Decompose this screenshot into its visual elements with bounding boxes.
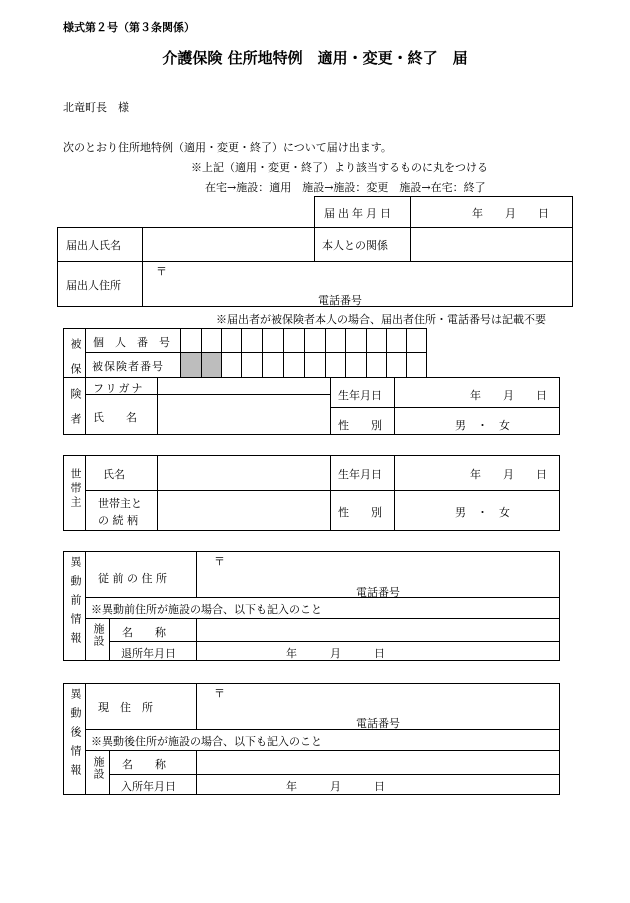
submission-date-value[interactable]: 年 月 日 (472, 207, 549, 220)
after-date-value[interactable]: 年 月 日 (286, 780, 385, 793)
householder-relation-label: 世帯主と (98, 497, 142, 510)
personal-number-label: 個 人 番 号 (93, 336, 170, 349)
before-postal-mark: 〒 (214, 555, 225, 568)
insured-side-label: 被保険者 (69, 338, 82, 438)
before-note: ※異動前住所が施設の場合、以下も記入のこと (91, 603, 322, 616)
postal-mark: 〒 (156, 265, 167, 278)
note-circle: ※上記（適用・変更・終了）より該当するものに丸をつける (191, 161, 488, 174)
before-side-label: 異動前情報 (69, 556, 82, 651)
householder-relation-label-2: の 続 柄 (98, 514, 138, 527)
after-note: ※異動後住所が施設の場合、以下も記入のこと (91, 735, 322, 748)
after-date-label: 入所年月日 (121, 780, 176, 793)
addressee: 北竜町長 様 (63, 101, 129, 114)
insured-name-label: 氏 名 (93, 411, 137, 424)
applicant-address-label: 届出人住所 (66, 279, 121, 292)
before-facility-label: 施設 (92, 623, 105, 647)
note-types: 在宅→施設：適用 施設→施設：変更 施設→在宅：終了 (205, 181, 486, 194)
insured-birth-label: 生年月日 (338, 389, 382, 402)
insured-number-label: 被保険者番号 (92, 360, 164, 373)
intro-text: 次のとおり住所地特例（適用・変更・終了）について届け出ます。 (63, 141, 392, 154)
applicant-note: ※届出者が被保険者本人の場合、届出者住所・電話番号は記載不要 (216, 313, 546, 326)
householder-side-label: 世帯主 (69, 468, 82, 510)
after-side-label: 異動後情報 (69, 688, 82, 783)
form-number: 様式第２号（第３条関係） (63, 21, 195, 34)
after-postal-mark: 〒 (214, 687, 225, 700)
householder-sex-label: 性 別 (338, 506, 382, 519)
insured-birth-value[interactable]: 年 月 日 (470, 389, 547, 402)
insured-sex-value[interactable]: 男 ・ 女 (455, 419, 510, 432)
householder-name-label: 氏名 (103, 468, 125, 481)
phone-label: 電話番号 (318, 294, 362, 307)
after-address-label: 現 住 所 (98, 701, 153, 714)
before-date-value[interactable]: 年 月 日 (286, 647, 385, 660)
householder-sex-value[interactable]: 男 ・ 女 (455, 506, 510, 519)
relation-label: 本人との関係 (322, 239, 388, 252)
furigana-label: フリガナ (93, 382, 145, 395)
before-facility-name-label: 名 称 (122, 626, 166, 639)
insured-sex-label: 性 別 (338, 419, 382, 432)
after-facility-name-label: 名 称 (122, 758, 166, 771)
before-address-label: 従 前 の 住 所 (98, 572, 167, 585)
before-date-label: 退所年月日 (121, 647, 176, 660)
form-title: 介護保険 住所地特例 適用・変更・終了 届 (162, 49, 468, 67)
after-facility-label: 施設 (92, 756, 105, 780)
householder-birth-label: 生年月日 (338, 468, 382, 481)
applicant-name-label: 届出人氏名 (66, 239, 121, 252)
householder-birth-value[interactable]: 年 月 日 (470, 468, 547, 481)
after-phone-label: 電話番号 (356, 717, 400, 730)
submission-date-label: 届出年月日 (324, 207, 394, 220)
before-phone-label: 電話番号 (356, 586, 400, 599)
applicant-box (57, 227, 573, 307)
